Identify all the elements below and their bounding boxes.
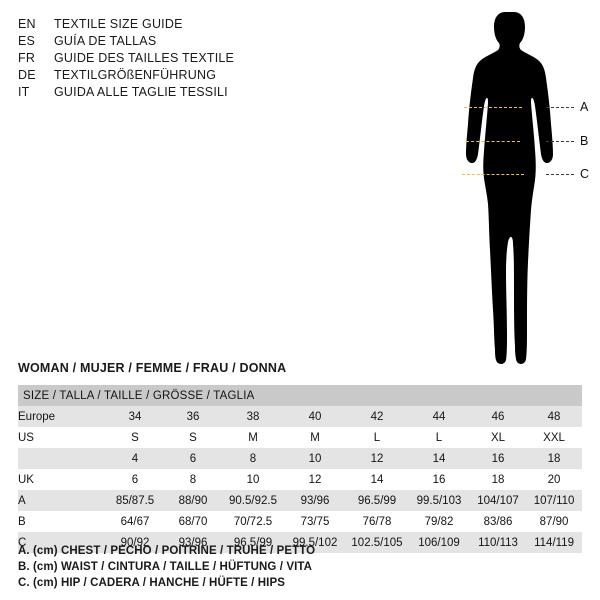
cell: 18 (470, 469, 526, 490)
cell: 114/119 (526, 532, 582, 553)
size-table (18, 385, 582, 553)
chest-label: A (580, 100, 589, 114)
language-code: ES (18, 34, 36, 48)
cell: 99.5/102 (284, 532, 346, 553)
waist-measure-line (466, 141, 520, 142)
row-label: Europe (18, 406, 106, 427)
cell: 20 (526, 469, 582, 490)
hip-label: C (580, 167, 590, 181)
cell: 99.5/103 (408, 490, 470, 511)
table-row (18, 427, 582, 448)
chest-measure-line (464, 107, 522, 108)
row-label (18, 448, 106, 469)
cell: 110/113 (470, 532, 526, 553)
language-row (18, 33, 318, 50)
cell: 104/107 (470, 490, 526, 511)
cell: 102.5/105 (346, 532, 408, 553)
cell: 10 (284, 448, 346, 469)
cell: S (164, 427, 222, 448)
cell: 64/67 (106, 511, 164, 532)
cell: 42 (346, 406, 408, 427)
waist-leader-line (546, 141, 574, 142)
table-row (18, 406, 582, 427)
cell: 96.5/99 (222, 532, 284, 553)
section-title: WOMAN / MUJER / FEMME / FRAU / DONNA (18, 361, 287, 375)
row-label: C (18, 532, 106, 553)
measurement-figure (420, 8, 595, 376)
row-label: A (18, 490, 106, 511)
language-code: FR (18, 51, 36, 65)
cell: M (222, 427, 284, 448)
table-header-row (18, 385, 582, 406)
language-row (18, 16, 318, 33)
cell: 36 (164, 406, 222, 427)
language-row (18, 67, 318, 84)
cell: 8 (164, 469, 222, 490)
cell: 90/92 (106, 532, 164, 553)
cell: L (346, 427, 408, 448)
cell: 12 (284, 469, 346, 490)
cell: S (106, 427, 164, 448)
language-row (18, 84, 318, 101)
cell: 76/78 (346, 511, 408, 532)
cell: 12 (346, 448, 408, 469)
hip-measure-line (462, 174, 524, 175)
cell: 107/110 (526, 490, 582, 511)
cell: 106/109 (408, 532, 470, 553)
female-silhouette-icon (450, 8, 560, 376)
cell: 88/90 (164, 490, 222, 511)
cell: 14 (408, 448, 470, 469)
table-row (18, 511, 582, 532)
table-header-label: SIZE / TALLA / TAILLE / GRÖSSE / TAGLIA (18, 385, 582, 406)
table-row (18, 469, 582, 490)
cell: 70/72.5 (222, 511, 284, 532)
cell: 16 (408, 469, 470, 490)
cell: 93/96 (284, 490, 346, 511)
cell: M (284, 427, 346, 448)
hip-leader-line (546, 174, 574, 175)
cell: L (408, 427, 470, 448)
language-text: TEXTILE SIZE GUIDE (54, 17, 183, 31)
language-code: DE (18, 68, 36, 82)
cell: 10 (222, 469, 284, 490)
cell: XXL (526, 427, 582, 448)
cell: 79/82 (408, 511, 470, 532)
cell: 83/86 (470, 511, 526, 532)
cell: 87/90 (526, 511, 582, 532)
language-text: TEXTILGRÖßENFÜHRUNG (54, 68, 217, 82)
cell: 85/87.5 (106, 490, 164, 511)
cell: 46 (470, 406, 526, 427)
cell: 6 (106, 469, 164, 490)
cell: 93/96 (164, 532, 222, 553)
cell: 34 (106, 406, 164, 427)
table-row (18, 490, 582, 511)
note-hip: C. (cm) HIP / CADERA / HANCHE / HÜFTE / HIPS (18, 577, 286, 589)
language-code: EN (18, 17, 36, 31)
waist-label: B (580, 134, 589, 148)
cell: 16 (470, 448, 526, 469)
cell: 6 (164, 448, 222, 469)
cell: 4 (106, 448, 164, 469)
cell: 96.5/99 (346, 490, 408, 511)
chest-leader-line (546, 107, 574, 108)
language-text: GUÍA DE TALLAS (54, 34, 157, 48)
note-waist: B. (cm) WAIST / CINTURA / TAILLE / HÜFTUNG / VITA (18, 561, 313, 573)
cell: 44 (408, 406, 470, 427)
cell: 18 (526, 448, 582, 469)
measurement-notes (18, 543, 518, 591)
table-row (18, 448, 582, 469)
cell: 8 (222, 448, 284, 469)
note-chest: A. (cm) CHEST / PECHO / POITRINE / TRUHE / PETTO (18, 545, 316, 557)
language-code: IT (18, 85, 30, 99)
cell: 73/75 (284, 511, 346, 532)
cell: 38 (222, 406, 284, 427)
row-label: US (18, 427, 106, 448)
language-list (18, 16, 318, 101)
row-label: UK (18, 469, 106, 490)
cell: 68/70 (164, 511, 222, 532)
cell: 14 (346, 469, 408, 490)
cell: 48 (526, 406, 582, 427)
row-label: B (18, 511, 106, 532)
cell: 40 (284, 406, 346, 427)
cell: XL (470, 427, 526, 448)
size-table-wrapper (18, 385, 582, 553)
language-row (18, 50, 318, 67)
language-text: GUIDE DES TAILLES TEXTILE (54, 51, 235, 65)
language-text: GUIDA ALLE TAGLIE TESSILI (54, 85, 228, 99)
cell: 90.5/92.5 (222, 490, 284, 511)
